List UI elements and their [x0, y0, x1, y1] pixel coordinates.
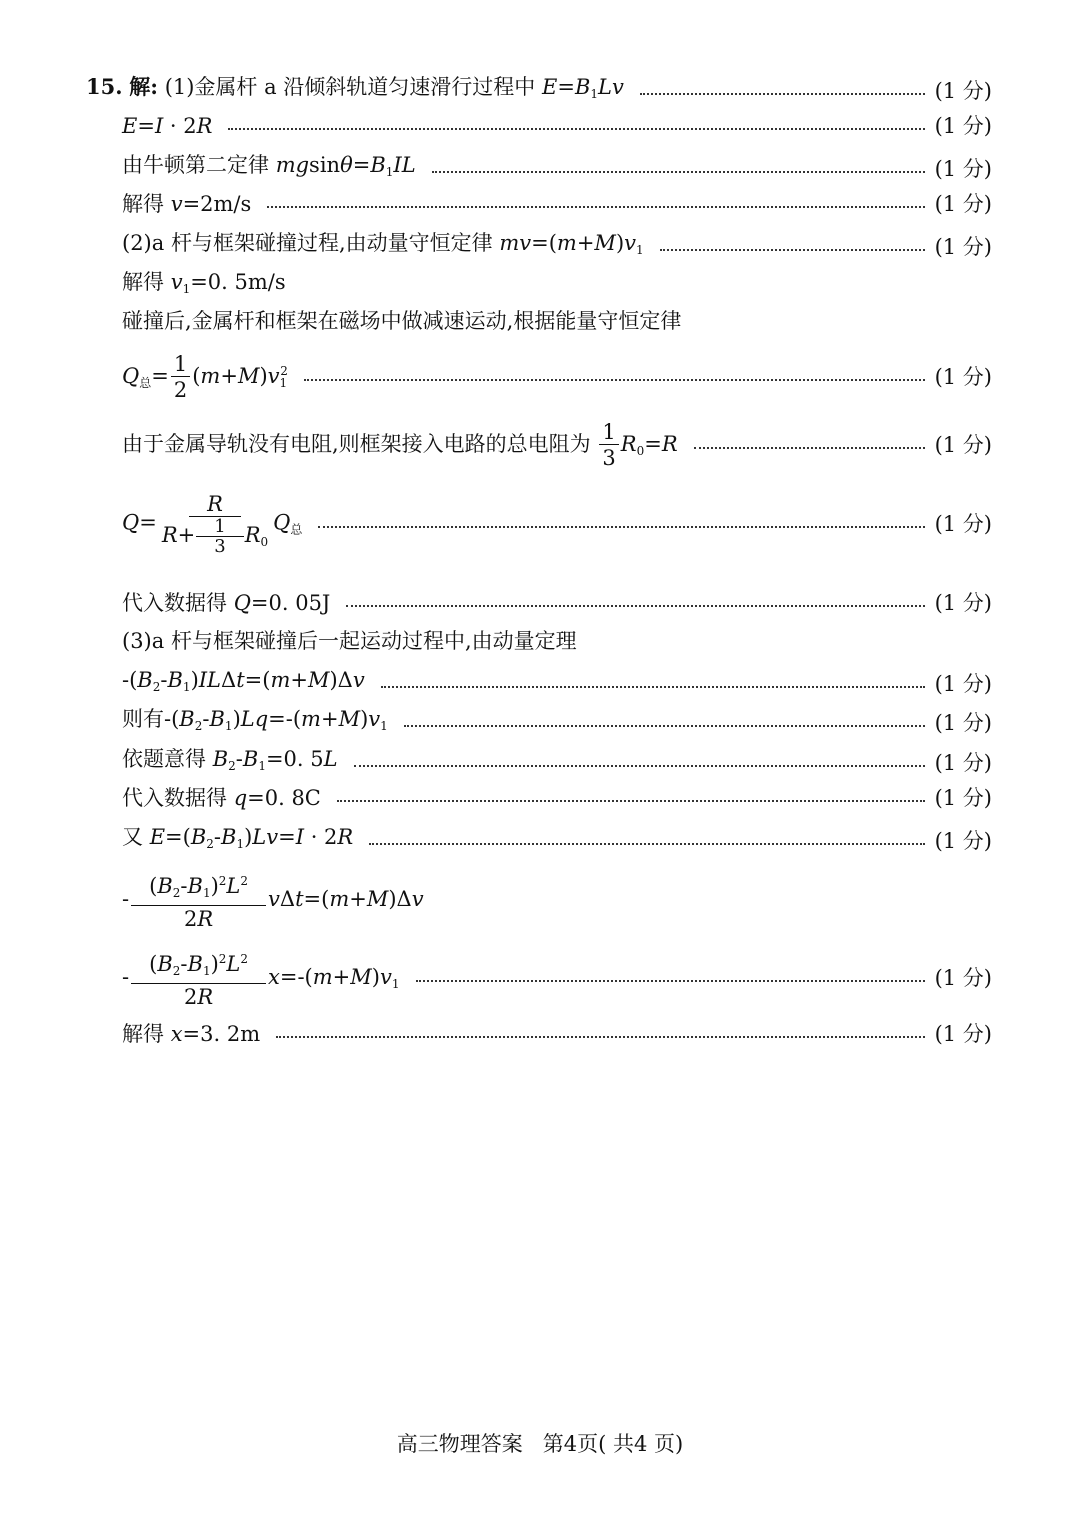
line-text: 解得: [122, 1022, 164, 1046]
dot-leader: [404, 725, 925, 727]
formula: $v_1=0$. 5m/s: [170, 270, 286, 296]
dot-leader: [276, 1036, 924, 1038]
dot-leader: [228, 128, 924, 130]
score-label: (1 分): [934, 156, 992, 181]
footer-page: 第4页(: [542, 1432, 607, 1456]
solution-label: 解: [129, 74, 151, 99]
solution-line-20: [122, 1021, 992, 1047]
line-text: 由于金属导轨没有电阻,则框架接入电路的总电阻为: [122, 431, 591, 456]
solution-line-18: [122, 864, 992, 936]
problem-number: 15.: [86, 74, 123, 99]
solution-line-5: [122, 230, 992, 263]
line-text: (1)金属杆 a 沿倾斜轨道匀速滑行过程中: [164, 75, 536, 99]
formula: $E=B_1Lv$: [542, 75, 624, 101]
page-footer: [0, 1428, 1080, 1458]
score-label: (1 分): [934, 966, 992, 990]
footer-total: 共4 页): [613, 1432, 684, 1456]
dot-leader: [694, 447, 925, 449]
dot-leader: [346, 605, 924, 607]
line-text: 又: [122, 825, 143, 849]
line-text: (2)a 杆与框架碰撞过程,由动量守恒定律: [122, 231, 493, 255]
score-label: (1 分): [934, 1022, 992, 1046]
dot-leader: [416, 980, 925, 982]
formula: $E=(B_2-B_1)Lv=I \cdot 2R$: [149, 825, 354, 851]
score-label: (1 分): [934, 114, 992, 138]
score-label: (1 分): [934, 591, 992, 615]
score-label: (1 分): [934, 234, 992, 259]
score-label: (1 分): [934, 78, 992, 103]
solution-line-9: [122, 420, 992, 470]
formula: Q= R R+ $\frac{1}{3}$ $R_0$ $Q_总$: [122, 492, 303, 557]
solution-line-12: [122, 628, 992, 654]
solution-line-11: [122, 590, 992, 616]
score-label: (1 分): [934, 786, 992, 810]
line-text: (3)a 杆与框架碰撞后一起运动过程中,由动量定理: [122, 629, 577, 653]
solution-line-17: [122, 824, 992, 857]
solution-line-13: [122, 667, 992, 700]
solution-line-3: [122, 152, 992, 185]
dot-leader: [318, 526, 924, 528]
formula: $Q_总=$ $\frac{1}{2}$ $(m+M)v_1^2$: [122, 351, 288, 402]
solution-line-7: [122, 308, 992, 334]
line-text: 解得: [122, 270, 164, 294]
formula: q=0. 8C: [233, 786, 321, 810]
score-label: (1 分): [934, 192, 992, 216]
dot-leader: [267, 206, 924, 208]
line-text: 则有: [122, 707, 164, 731]
solution-line-2: [122, 113, 992, 139]
dot-leader: [304, 379, 925, 381]
dot-leader: [660, 249, 925, 251]
score-label: (1 分): [934, 512, 992, 536]
dot-leader: [640, 93, 925, 95]
solution-line-16: [122, 785, 992, 811]
dot-leader: [432, 171, 925, 173]
formula: $mgsin\theta=B_1IL$: [275, 153, 416, 179]
solution-line-1: [86, 74, 992, 107]
score-label: (1 分): [934, 433, 992, 457]
solution-line-8: [122, 352, 992, 402]
line-text: 代入数据得: [122, 591, 227, 615]
dot-leader: [337, 800, 925, 802]
dot-leader: [354, 765, 925, 767]
solution-colon: :: [150, 74, 158, 99]
formula: $B_2-B_1=0$. 5L: [212, 747, 338, 773]
dot-leader: [381, 686, 925, 688]
footer-subject: 高三物理答案: [396, 1432, 523, 1456]
formula: $mv=(m+M)v_1$: [499, 231, 644, 257]
solution-line-15: [122, 746, 992, 779]
solution-line-4: [122, 191, 992, 217]
solution-line-14: [122, 706, 992, 739]
line-text: 解得: [122, 192, 164, 216]
line-text: 依题意得: [122, 747, 206, 771]
solution-line-10: [122, 484, 992, 564]
formula: E=I · 2R: [122, 114, 213, 138]
formula: $-(B_2-B_1)Lq=-(m+M)v_1$: [164, 707, 388, 733]
score-label: (1 分): [934, 671, 992, 696]
dot-leader: [369, 843, 924, 845]
formula: $-(B_2-B_1)IL\Delta t=(m+M)\Delta v$: [122, 668, 365, 694]
formula: - $\frac{(B_2-B_1)^2L^2}{2R}$ $x=-(m+M)v_1$: [122, 947, 400, 1010]
score-label: (1 分): [934, 828, 992, 853]
score-label: (1 分): [934, 365, 992, 389]
score-label: (1 分): [934, 710, 992, 735]
formula: x=3. 2m: [170, 1022, 261, 1046]
solution-line-6: [122, 269, 992, 302]
formula: - $\frac{(B_2-B_1)^2L^2}{2R}$ vΔt=(m+M)Δv: [122, 869, 424, 932]
formula: v=2m/s: [170, 192, 252, 216]
line-text: 代入数据得: [122, 786, 227, 810]
formula: Q=0. 05J: [233, 591, 331, 615]
line-text: 碰撞后,金属杆和框架在磁场中做减速运动,根据能量守恒定律: [122, 309, 682, 333]
line-text: 由牛顿第二定律: [122, 153, 269, 177]
formula: $\frac{1}{3}$ $R_0=R$: [597, 432, 677, 456]
solution-line-19: [122, 942, 992, 1014]
score-label: (1 分): [934, 750, 992, 775]
